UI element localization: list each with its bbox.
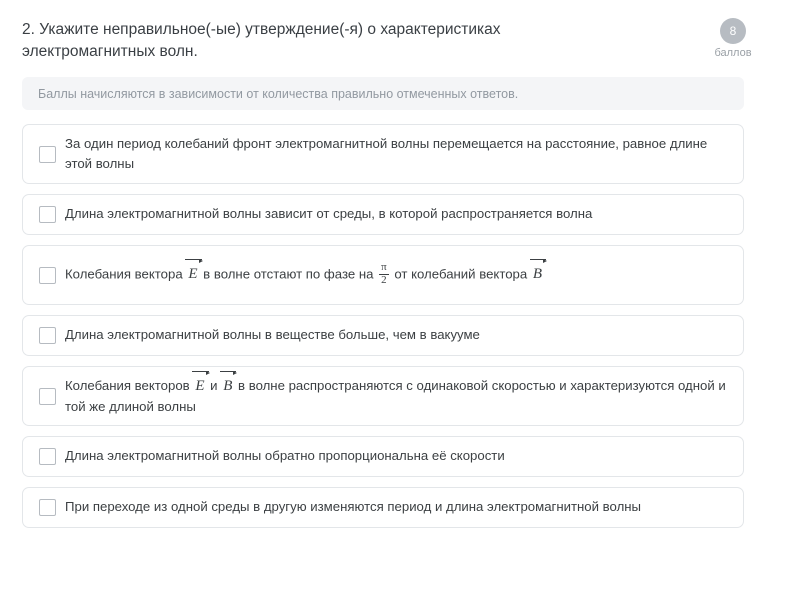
answer-option-7-label: При переходе из одной среды в другую изменяются период и длина электромагнитной волны — [65, 499, 642, 515]
vector-e-symbol: E — [194, 375, 205, 398]
checkbox-option-7[interactable] — [39, 499, 56, 516]
checkbox-option-4[interactable] — [39, 327, 56, 344]
checkbox-option-1[interactable] — [39, 146, 56, 163]
vector-b-symbol: B — [532, 263, 543, 286]
answer-options-list — [22, 124, 744, 528]
answer-option-5-label — [65, 375, 729, 418]
scoring-note: Баллы начисляются в зависимости от количества правильно отмеченных ответов. — [22, 77, 744, 110]
answer-option-1[interactable] — [22, 124, 744, 184]
points-badge — [707, 16, 759, 59]
checkbox-option-2[interactable] — [39, 206, 56, 223]
points-label: баллов — [714, 47, 752, 59]
vector-b-symbol: B — [222, 375, 233, 398]
option-3-text-mid-2: от колебаний вектора — [390, 266, 531, 282]
answer-option-2[interactable] — [22, 194, 744, 235]
answer-option-4[interactable] — [22, 315, 744, 356]
question-header — [22, 16, 759, 63]
answer-option-4-label: Длина электромагнитной волны в веществе больше, чем в вакууме — [65, 327, 480, 343]
vector-e-symbol: E — [187, 263, 198, 286]
answer-option-3-label — [65, 260, 544, 287]
fraction-pi-over-2 — [379, 262, 389, 286]
page-title: 2. Укажите неправильное(-ые) утверждение(-я) о характеристиках электромагнитных волн. — [22, 21, 501, 60]
answer-option-7[interactable] — [22, 487, 744, 528]
option-5-text-after: в волне распространяются с одинаковой скоростью и характеризуются одной и той же длиной волны — [65, 377, 726, 415]
answer-option-3[interactable] — [22, 245, 744, 305]
answer-option-2-label: Длина электромагнитной волны зависит от среды, в которой распространяется волна — [65, 206, 593, 222]
answer-option-5[interactable] — [22, 366, 744, 426]
checkbox-option-6[interactable] — [39, 448, 56, 465]
answer-option-6-label: Длина электромагнитной волны обратно пропорциональна её скорости — [65, 448, 505, 464]
option-3-text-mid-1: в волне отстают по фазе на — [199, 266, 378, 282]
checkbox-option-3[interactable] — [39, 267, 56, 284]
fraction-denominator: 2 — [379, 274, 389, 287]
option-3-text-before: Колебания вектора — [65, 266, 187, 282]
answer-option-6[interactable] — [22, 436, 744, 477]
option-5-text-before: Колебания векторов — [65, 377, 194, 393]
checkbox-option-5[interactable] — [39, 388, 56, 405]
option-5-text-mid-1: и — [206, 377, 222, 393]
points-value: 8 — [720, 18, 746, 44]
answer-option-1-label: За один период колебаний фронт электромагнитной волны перемещается на расстояние, равное длине этой волны — [65, 135, 708, 171]
fraction-numerator: π — [381, 260, 387, 273]
